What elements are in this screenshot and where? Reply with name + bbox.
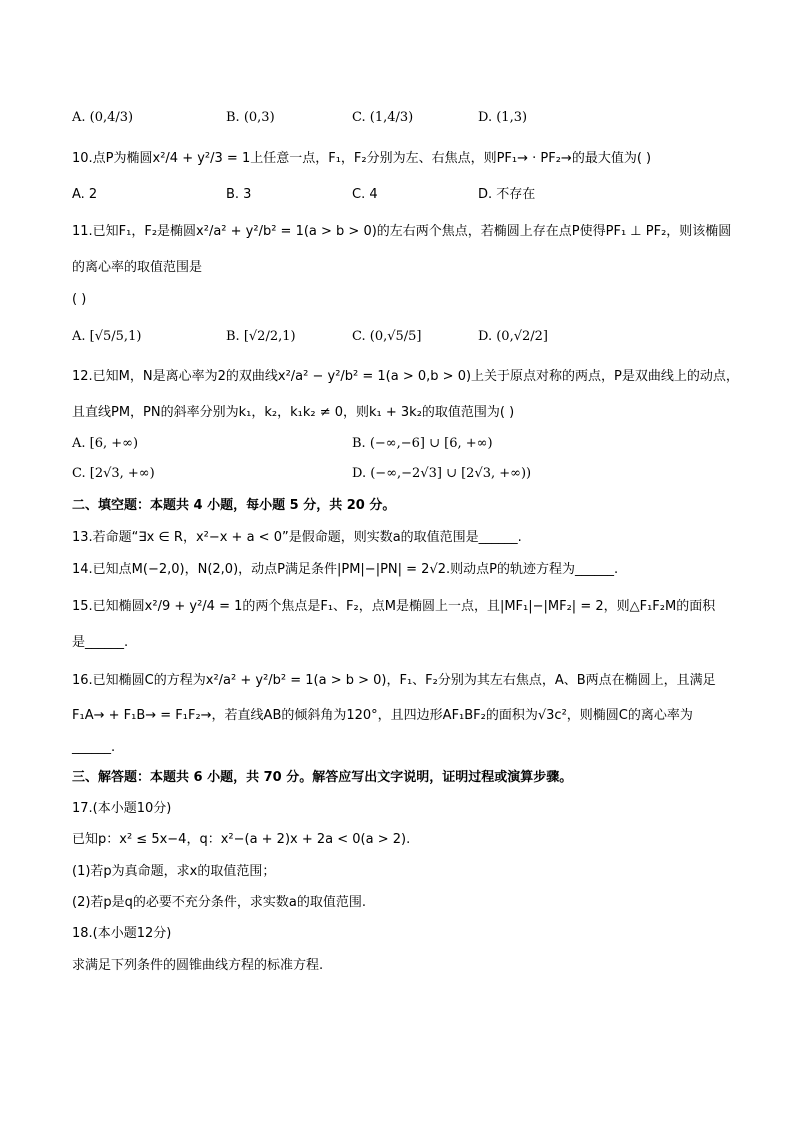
q11-option-d: D. (0,√2/2] [478, 329, 548, 344]
q16-stem-line3: ______. [72, 740, 116, 755]
q12-option-a: A. [6, +∞) [72, 436, 139, 451]
q13-stem: 13.若命题“∃x ∈ R，x²−x + a < 0”是假命题，则实数a的取值范围是______. [72, 530, 522, 545]
q10-option-a: A. 2 [72, 187, 98, 202]
q10-option-d: D. 不存在 [478, 187, 536, 202]
q12-option-c: C. [2√3, +∞) [72, 466, 155, 481]
q12-stem-line1: 12.已知M，N是离心率为2的双曲线x²/a² − y²/b² = 1(a > 0,b > 0)上关于原点对称的两点，P是双曲线上的动点， [72, 369, 739, 384]
q18-stem: 求满足下列条件的圆锥曲线方程的标准方程. [72, 958, 324, 973]
q11-option-c: C. (0,√5/5] [352, 329, 422, 344]
q17-header: 17.(本小题10分) [72, 801, 172, 816]
q9-option-d: D. (1,3) [478, 110, 528, 125]
q11-option-b: B. [√2/2,1) [226, 329, 296, 344]
q12-option-d: D. (−∞,−2√3] ∪ [2√3, +∞)) [352, 466, 532, 481]
q11-option-a: A. [√5/5,1) [72, 329, 142, 344]
q10-stem: 10.点P为椭圆x²/4 + y²/3 = 1上任意一点，F₁，F₂分别为左、右焦点，则PF₁→ · PF₂→的最大值为( ) [72, 151, 652, 166]
q11-stem-line2: 的离心率的取值范围是 [72, 260, 203, 275]
q16-stem-line2: F₁A→ + F₁B→ = F₁F₂→，若直线AB的倾斜角为120°，且四边形AF₁BF₂的面积为√3c²，则椭圆C的离心率为 [72, 708, 693, 723]
q17-stem: 已知p：x² ≤ 5x−4，q：x²−(a + 2)x + 2a < 0(a > 2). [72, 832, 411, 847]
q9-option-b: B. (0,3) [226, 110, 275, 125]
q10-option-b: B. 3 [226, 187, 252, 202]
q12-option-b: B. (−∞,−6] ∪ [6, +∞) [352, 436, 493, 451]
section-solutions-heading: 三、解答题：本题共 6 小题，共 70 分。解答应写出文字说明，证明过程或演算步骤。 [72, 770, 573, 785]
q11-stem-line1: 11.已知F₁，F₂是椭圆x²/a² + y²/b² = 1(a > b > 0)的左右两个焦点，若椭圆上存在点P使得PF₁ ⊥ PF₂，则该椭圆 [72, 224, 732, 239]
q16-stem-line1: 16.已知椭圆C的方程为x²/a² + y²/b² = 1(a > b > 0)，F₁、F₂分别为其左右焦点，A、B两点在椭圆上，且满足 [72, 673, 716, 688]
q15-stem-line2: 是______. [72, 635, 129, 650]
section-fill-in-heading: 二、填空题：本题共 4 小题，每小题 5 分，共 20 分。 [72, 498, 396, 513]
q12-stem-line2: 且直线PM，PN的斜率分别为k₁，k₂，k₁k₂ ≠ 0，则k₁ + 3k₂的取值范围为( ) [72, 405, 515, 420]
q9-option-c: C. (1,4/3) [352, 110, 414, 125]
q18-header: 18.(本小题12分) [72, 926, 172, 941]
q15-stem-line1: 15.已知椭圆x²/9 + y²/4 = 1的两个焦点是F₁、F₂，点M是椭圆上一点，且|MF₁|−|MF₂| = 2，则△F₁F₂M的面积 [72, 599, 716, 614]
q11-answer-paren: ( ) [72, 292, 87, 307]
q14-stem: 14.已知点M(−2,0)，N(2,0)，动点P满足条件|PM|−|PN| = 2√2.则动点P的轨迹方程为______. [72, 562, 619, 577]
q17-part1: (1)若p为真命题，求x的取值范围； [72, 864, 276, 879]
q10-option-c: C. 4 [352, 187, 378, 202]
q17-part2: (2)若p是q的必要不充分条件，求实数a的取值范围. [72, 895, 367, 910]
q9-option-a: A. (0,4/3) [72, 110, 134, 125]
